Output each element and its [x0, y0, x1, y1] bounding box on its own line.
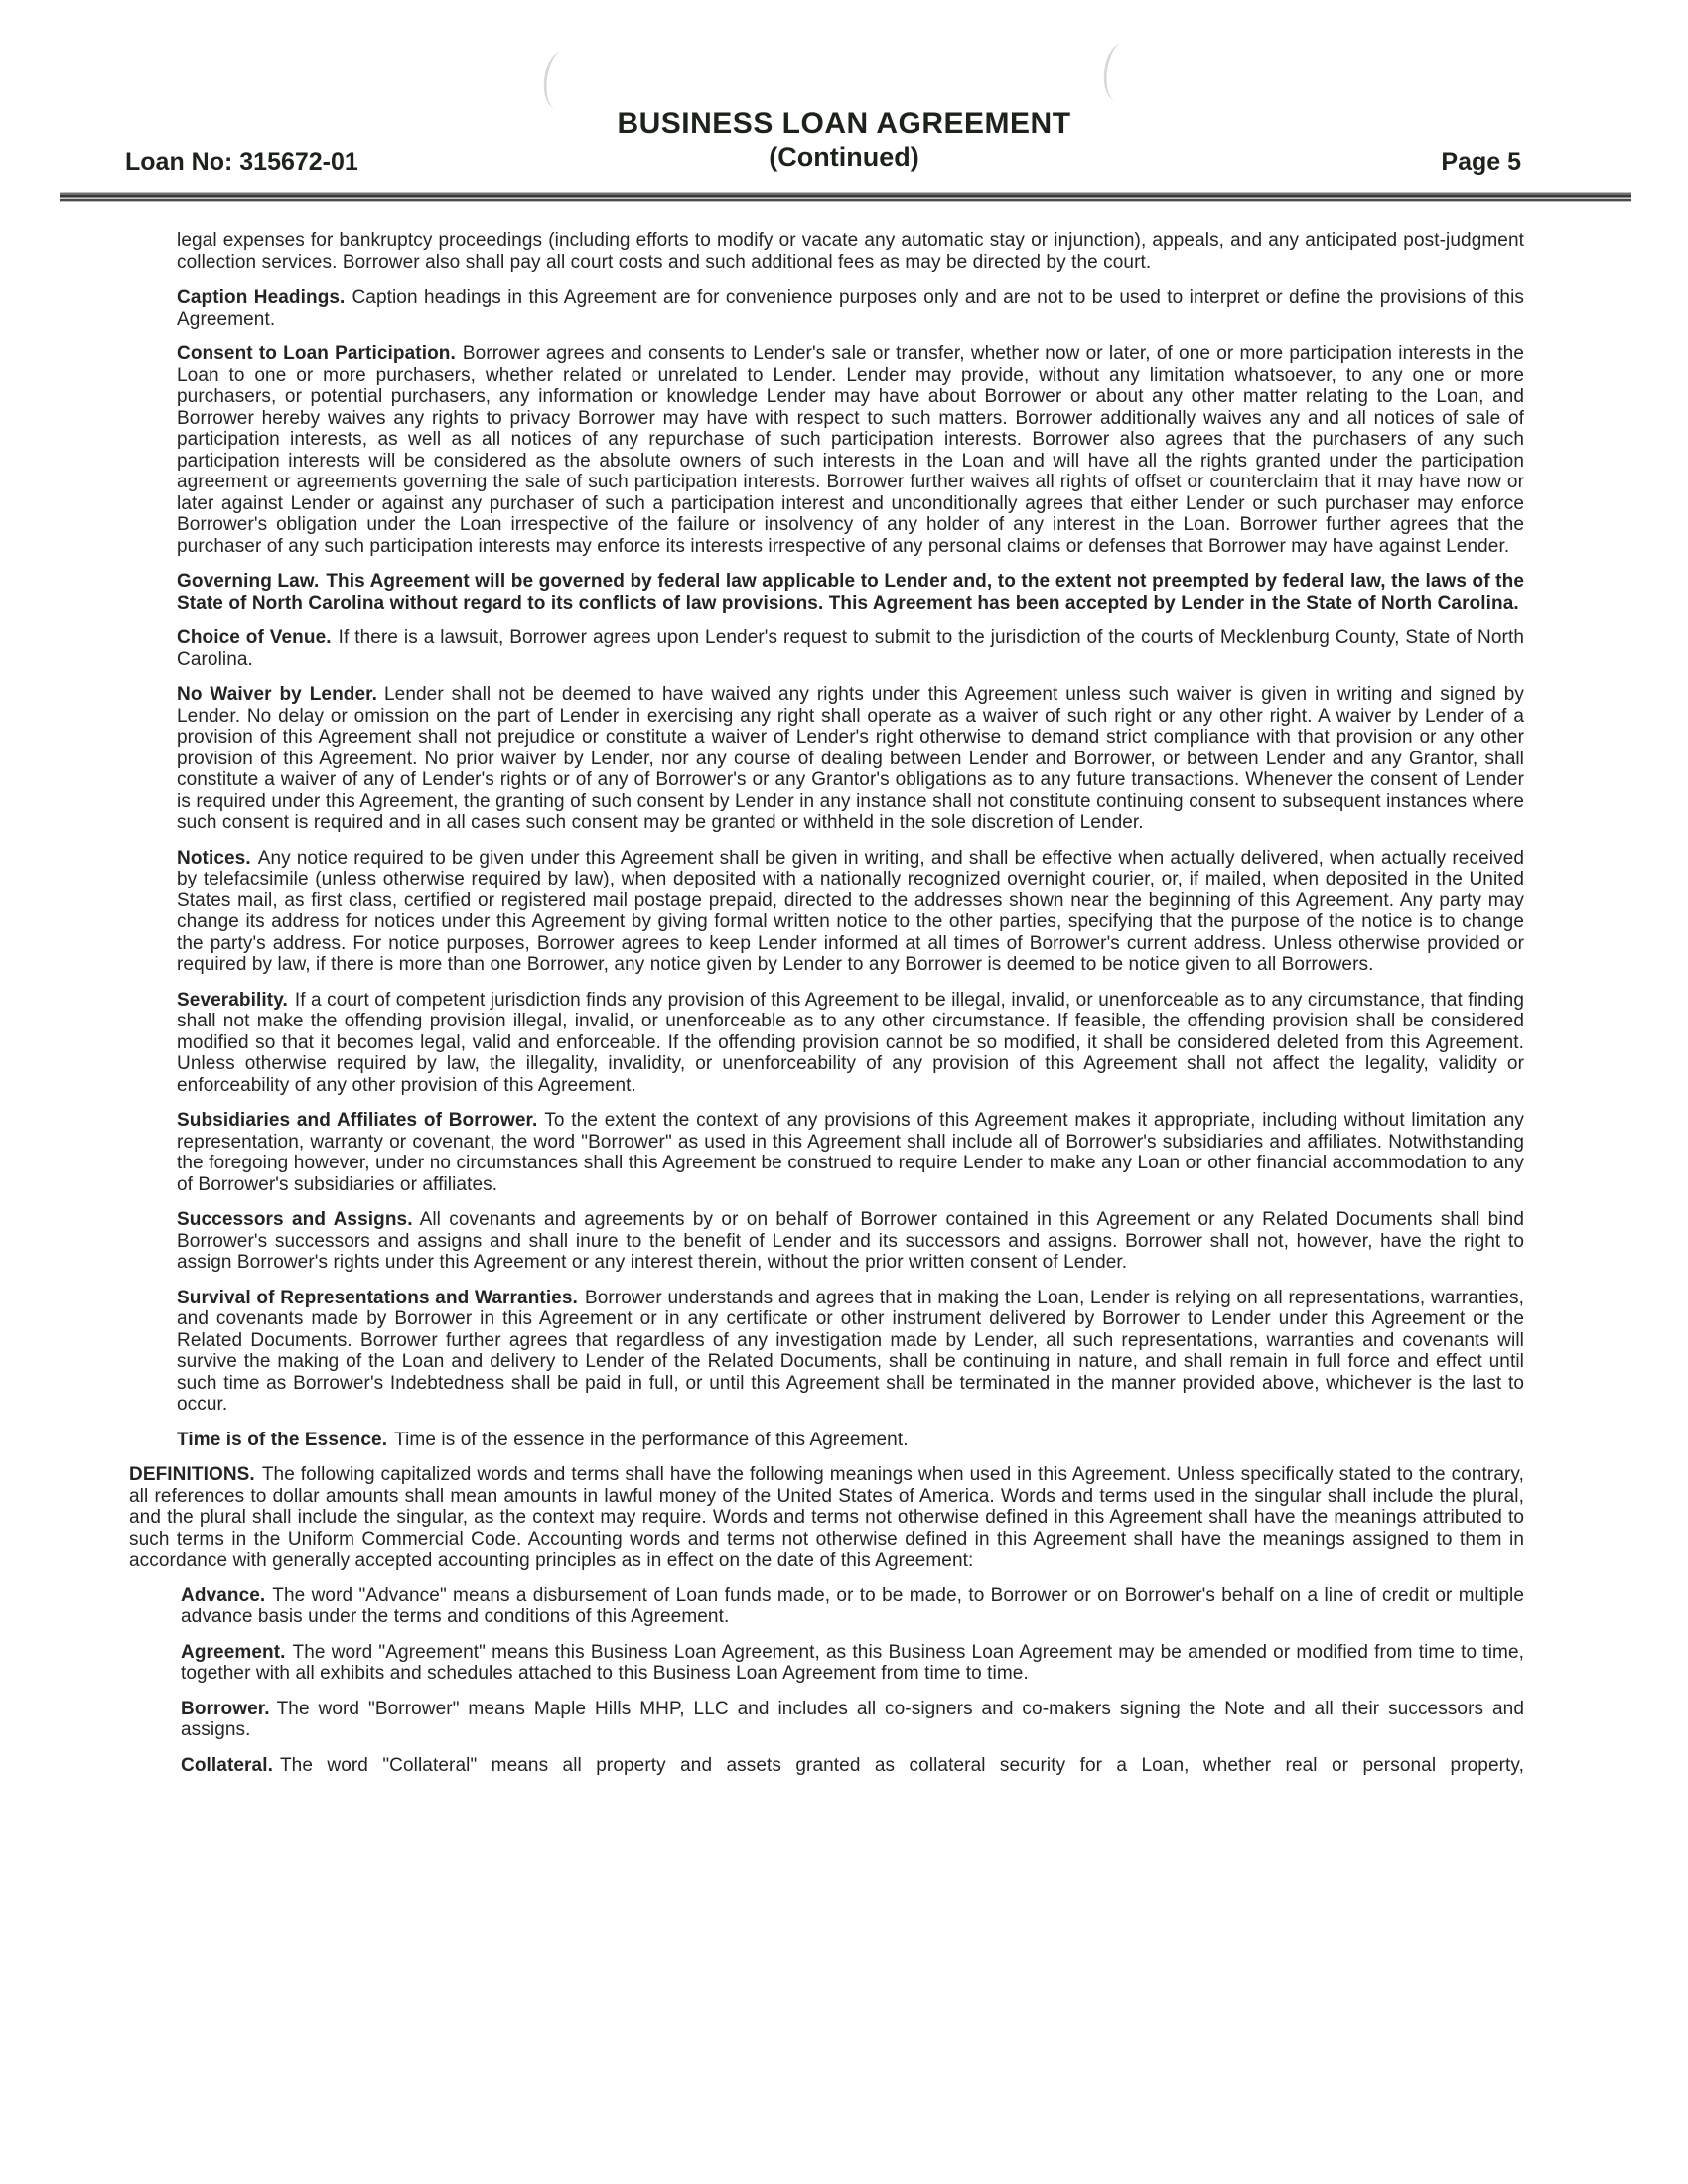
section-paragraph-text: Caption headings in this Agreement are for convenience purposes only and are not to be used to interpret or define the provisions of this Agreement.: [177, 287, 1524, 330]
section-paragraph: [177, 343, 1524, 557]
definitions-list: [129, 1585, 1524, 1777]
section-paragraph: [177, 287, 1524, 330]
header-rule: [60, 191, 1631, 202]
section-paragraph-text: Borrower understands and agrees that in making the Loan, Lender is relying on all representations, warranties, and covenants made by Borrower in this Agreement or in any certificate or other instrument delivered by Borrower to Lender under this Agreement or the Related Documents. Borrower further agrees that regardless of any investigation made by Lender, all such representations, warranties and covenants will survive the making of the Loan and delivery to Lender of the Related Documents, shall be continuing in nature, and shall remain in full force and effect until such time as Borrower's Indebtedness shall be paid in full, or until this Agreement shall be terminated in the manner provided above, whichever is the last to occur.: [177, 1287, 1524, 1415]
section-paragraph-text: Any notice required to be given under this Agreement shall be given in writing, and shall be effective when actually delivered, when actually received by telefacsimile (unless otherwise required by law), when deposited with a nationally recognized overnight courier, or, if mailed, when deposited in the United States mail, as first class, certified or registered mail postage prepaid, directed to the addresses shown near the beginning of this Agreement. Any party may change its address for notices under this Agreement by giving formal written notice to the other parties, specifying that the purpose of the notice is to change the party's address. For notice purposes, Borrower agrees to keep Lender informed at all times of Borrower's current address. Unless otherwise provided or required by law, if there is more than one Borrower, any notice given by Lender to any Borrower is deemed to be notice given to all Borrowers.: [177, 847, 1524, 975]
section-heading: Severability.: [177, 989, 288, 1011]
definitions-heading: DEFINITIONS.: [129, 1464, 255, 1485]
definition-term: Collateral.: [181, 1754, 273, 1776]
section-paragraph-text: To the extent the context of any provisions of this Agreement makes it appropriate, including without limitation any representation, warranty or covenant, the word "Borrower" as used in this Agreement shall include all of Borrower's subsidiaries and affiliates. Notwithstanding the foregoing however, under no circumstances shall this Agreement be construed to require Lender to make any Loan or other financial accommodation to any of Borrower's subsidiaries or affiliates.: [177, 1110, 1525, 1195]
section-paragraph: [177, 627, 1524, 670]
definition-item: [181, 1699, 1524, 1741]
definition-term: Borrower.: [181, 1698, 270, 1719]
section-heading: Caption Headings.: [177, 287, 346, 308]
definition-item: [181, 1585, 1524, 1628]
definitions-paragraph: [129, 1464, 1524, 1571]
section-paragraph: [177, 571, 1524, 614]
definition-item-text: The word "Advance" means a disbursement of Loan funds made, or to be made, to Borrower or on Borrower's behalf on a line of credit or multiple advance basis under the terms and conditions of this Agreement.: [181, 1584, 1524, 1627]
section-paragraph: [177, 1209, 1524, 1274]
section-paragraph-text: Lender shall not be deemed to have waived any rights under this Agreement unless such waiver is given in writing and signed by Lender. No delay or omission on the part of Lender in exercising any right shall operate as a waiver of such right or any other right. A waiver by Lender of a provision of this Agreement shall not prejudice or constitute a waiver of Lender's right otherwise to demand strict compliance with that provision or any other provision of this Agreement. No prior waiver by Lender, nor any course of dealing between Lender and Borrower, or between Lender and any Grantor, shall constitute a waiver of any of Lender's rights or of any of Borrower's or any Grantor's obligations as to any future transactions. Whenever the consent of Lender is required under this Agreement, the granting of such consent by Lender in any instance shall not constitute continuing consent to subsequent instances where such consent is required and in all cases such consent may be granted or withheld in the sole discretion of Lender.: [177, 684, 1524, 833]
definition-item: [181, 1755, 1524, 1777]
section-paragraph-text: If a court of competent jurisdiction finds any provision of this Agreement to be illegal, invalid, or unenforceable as to any circumstance, that finding shall not make the offending provision illegal, invalid, or unenforceable as to any other circumstance. If feasible, the offending provision shall be considered modified so that it becomes legal, valid and enforceable. If the offending provision cannot be so modified, it shall be considered deleted from this Agreement. Unless otherwise required by law, the illegality, invalidity, or unenforceability of any provision of this Agreement shall not affect the legality, validity or enforceability of any other provision of this Agreement.: [177, 989, 1524, 1096]
section-paragraph-text: This Agreement will be governed by federal law applicable to Lender and, to the extent not preempted by federal law, the laws of the State of North Carolina without regard to its conflicts of law provisions. This Agreement has been accepted by Lender in the State of North Carolina.: [177, 571, 1524, 614]
section-heading: Consent to Loan Participation.: [177, 343, 456, 364]
scan-artifact-right: [1101, 42, 1141, 103]
section-paragraph-text: Borrower agrees and consents to Lender's sale or transfer, whether now or later, of one or more participation interests in the Loan to one or more purchasers, whether related or unrelated to Lender. Lender may provide, without any limitation whatsoever, to any one or more purchasers, or potential purchasers, any information or knowledge Lender may have about Borrower or about any other matter relating to the Loan, and Borrower hereby waives any rights to privacy Borrower may have with respect to such matters. Borrower additionally waives any and all notices of sale of participation interests, as well as all notices of any repurchase of such participation interests. Borrower also agrees that the purchasers of any such participation interests will be considered as the absolute owners of such interests in the Loan and will have all the rights granted under the participation agreement or agreements governing the sale of such participation interests. Borrower further waives all rights of offset or counterclaim that it may have now or later against Lender or against any purchaser of such a participation interest and unconditionally agrees that either Lender or such purchaser may enforce Borrower's obligation under the Loan irrespective of the failure or insolvency of any holder of any interest in the Loan. Borrower further agrees that the purchaser of any such participation interests may enforce its interests irrespective of any personal claims or defenses that Borrower may have against Lender.: [177, 343, 1525, 557]
section-paragraph-text: If there is a lawsuit, Borrower agrees upon Lender's request to submit to the jurisdiction of the courts of Mecklenburg County, State of North Carolina.: [177, 627, 1524, 670]
definitions-body: The following capitalized words and terms shall have the following meanings when used in this Agreement. Unless specifically stated to the contrary, all references to dollar amounts shall mean amounts in lawful money of the United States of America. Words and terms used in the singular shall include the plural, and the plural shall include the singular, as the context may require. Words and terms not otherwise defined in this Agreement shall have the meanings attributed to such terms in the Uniform Commercial Code. Accounting words and terms not otherwise defined in this Agreement shall have the meanings assigned to them in accordance with generally accepted accounting principles as in effect on the date of this Agreement:: [129, 1464, 1524, 1570]
section-heading: Notices.: [177, 847, 251, 869]
section-heading: No Waiver by Lender.: [177, 684, 378, 705]
loan-number: Loan No: 315672-01: [125, 148, 358, 176]
section-paragraph-text: All covenants and agreements by or on behalf of Borrower contained in this Agreement or any Related Documents shall bind Borrower's successors and assigns and shall inure to the benefit of Lender and its successors and assigns. Borrower shall not, however, have the right to assign Borrower's rights under this Agreement or any interest therein, without the prior written consent of Lender.: [177, 1209, 1524, 1273]
page-number: Page 5: [1441, 148, 1521, 176]
definition-item-text: The word "Collateral" means all property and assets granted as collateral security for a Loan, whether real or personal property,: [279, 1754, 1524, 1776]
document-body: [0, 224, 1688, 1776]
definition-term: Agreement.: [181, 1641, 286, 1663]
continuation-paragraph: legal expenses for bankruptcy proceedings (including efforts to modify or vacate any automatic stay or injunction), appeals, and any anticipated post-judgment collection services. Borrower also shall pay all court costs and such additional fees as may be directed by the court.: [177, 230, 1524, 273]
section-paragraph: [177, 1110, 1524, 1195]
section-paragraph: [177, 990, 1524, 1097]
section-heading: Governing Law.: [177, 571, 320, 592]
section-heading: Choice of Venue.: [177, 627, 332, 648]
document-subtitle: (Continued): [769, 142, 919, 172]
section-paragraph: [177, 684, 1524, 834]
section-paragraph: [177, 848, 1524, 976]
definition-item-text: The word "Borrower" means Maple Hills MHP, LLC and includes all co-signers and co-makers signing the Note and all their successors and assigns.: [181, 1698, 1524, 1740]
section-heading: Survival of Representations and Warranties.: [177, 1287, 578, 1308]
definition-item: [181, 1642, 1524, 1685]
section-heading: Successors and Assigns.: [177, 1209, 413, 1230]
scan-artifact-left: [541, 50, 581, 111]
sections: [129, 287, 1524, 1450]
definition-term: Advance.: [181, 1584, 266, 1606]
section-heading: Subsidiaries and Affiliates of Borrower.: [177, 1110, 538, 1131]
section-paragraph: [177, 1430, 1524, 1451]
document-title: BUSINESS LOAN AGREEMENT: [617, 107, 1071, 140]
section-heading: Time is of the Essence.: [177, 1429, 388, 1450]
section-paragraph: [177, 1288, 1524, 1416]
definition-item-text: The word "Agreement" means this Business Loan Agreement, as this Business Loan Agreement may be amended or modified from time to time, together with all exhibits and schedules attached to this Business Loan Agreement from time to time.: [181, 1641, 1524, 1684]
section-paragraph-text: Time is of the essence in the performance of this Agreement.: [394, 1429, 909, 1450]
